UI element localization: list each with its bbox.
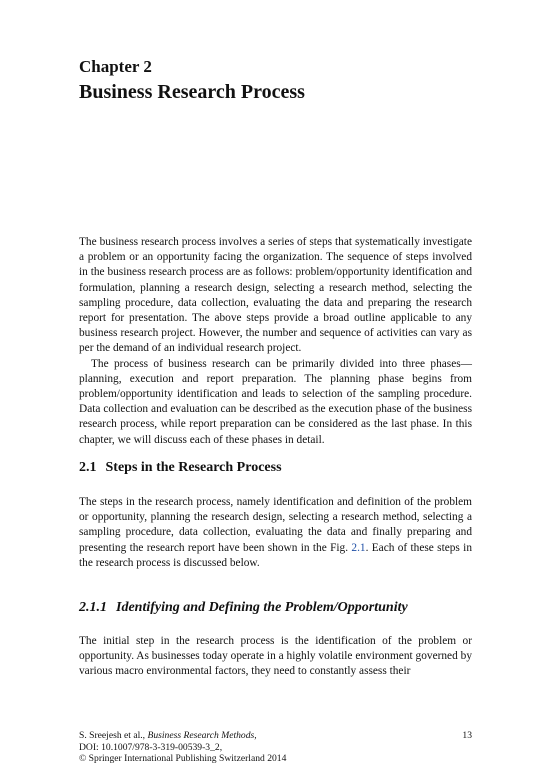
intro-text	[79, 235, 472, 448]
doi-line: DOI: 10.1007/978-3-319-00539-3_2,	[79, 741, 223, 753]
intro-paragraph-2: The process of business research can be primarily divided into three phases—planning, execution and report preparation. The planning phase begins from problem/opportunity identification and leads to selection of the sampling procedure. Data collection and evaluation can be described as the execution phase of the business research process, while report preparation can be considered as the last phase. In this chapter, we will discuss each of these phases in detail.	[79, 357, 472, 446]
section-heading-2-1-1	[79, 600, 408, 616]
citation-authors: S. Sreejesh et al.,	[79, 730, 146, 741]
intro-paragraph-1: The business research process involves a series of steps that systematically investigate a problem or an opportunity facing the organization. The sequence of steps involved in the business research process are as follows: problem/opportunity identification and formulation, planning a research design, selecting a research method, selecting the sampling procedure, data collection, evaluating the data and preparing the research report for presentation. The above steps provide a broad outline applicable to any business research project. However, the number and sequence of activities can vary as per the demand of an individual research project.	[79, 236, 472, 355]
section-heading-2-1	[79, 460, 282, 476]
chapter-label: Chapter 2	[79, 57, 152, 76]
section-2-1-1-paragraph: The initial step in the research process is the identification of the problem or opportunity. As businesses today operate in a highly volatile environment governed by various macro environmental factors, they need to constantly assess their	[79, 635, 472, 678]
section-2-1-text	[79, 495, 472, 571]
section-2-1-paragraph	[79, 495, 472, 571]
subsection-number: 2.1.1	[79, 600, 107, 615]
section-number: 2.1	[79, 460, 97, 475]
section-2-1-1-text	[79, 634, 472, 680]
paragraph-text: The steps in the research process, namely identification and definition of the problem or opportunity, planning the research design, selecting a research method, selecting a sampling procedure, data collection, evaluating the data and finally preparing and presenting the research report have been shown in the Fig.	[79, 496, 472, 554]
page-number: 13	[462, 730, 472, 741]
citation-book: Business Research Methods,	[147, 730, 257, 741]
paragraph-text-end: . Each of these steps in the research process is discussed below.	[79, 541, 472, 569]
chapter-title: Business Research Process	[79, 81, 305, 103]
page-footer	[79, 730, 472, 765]
subsection-title: Identifying and Defining the Problem/Opportunity	[116, 600, 408, 615]
section-title: Steps in the Research Process	[105, 460, 282, 475]
citation-line	[79, 730, 472, 742]
copyright-line: © Springer International Publishing Switzerland 2014	[79, 753, 287, 764]
figure-link[interactable]: 2.1	[351, 541, 366, 554]
